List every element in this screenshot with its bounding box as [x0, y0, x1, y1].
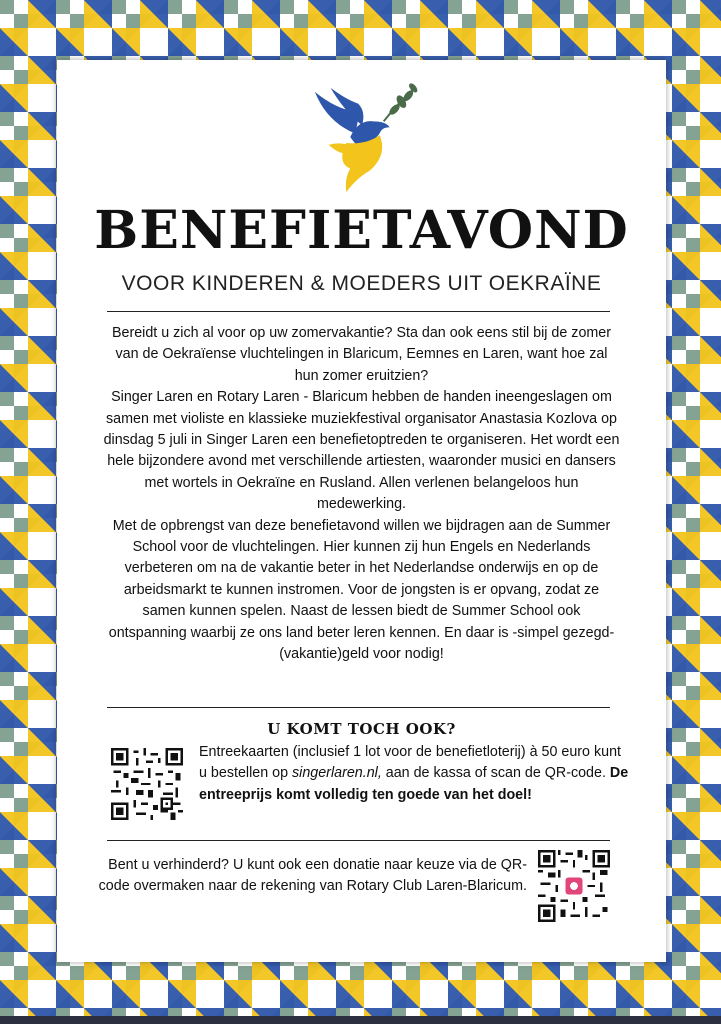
donation-text: Bent u verhinderd? U kunt ook een donatie naar keuze via de QR-code overmaken naar de rekening van Rotary Club Laren-Blaricum. — [98, 857, 527, 895]
body-paragraph-1: Bereidt u zich al voor op uw zomervakantie? Sta dan ook eens stil bij de zomer van de Oekraïense vluchtelingen in Blaricum, Eemnes en Laren, want hoe zal hun zomer eruitzien? — [111, 325, 612, 384]
poster-subtitle: VOOR KINDEREN & MOEDERS UIT OEKRAÏNE — [121, 272, 602, 295]
poster-title: BENEFIETAVOND — [94, 200, 629, 261]
divider-top — [107, 311, 610, 312]
tickets-bold-note: De entreeprijs komt volledig ten goede van het doel! — [199, 765, 629, 803]
tickets-heading: U KOMT TOCH OOK? — [267, 720, 456, 738]
bottom-strip — [0, 1016, 721, 1024]
qr-code-tickets[interactable] — [111, 748, 183, 820]
tickets-text-part-2: aan de kassa of scan de QR-code. — [381, 765, 610, 782]
divider-bottom — [107, 840, 610, 841]
qr-code-donation[interactable] — [538, 850, 610, 922]
poster-card — [57, 60, 666, 962]
body-text — [103, 323, 620, 666]
body-paragraph-3: Met de opbrengst van deze benefietavond willen we bijdragen aan de Summer School voor de vluchtelingen. Hier kunnen zij hun Engels en Nederlands verbeteren om na de vakantie beter in het Nederlandse onderwijs en op de arbeidsmarkt te kunnen instromen. Voor de jongsten is er opvang, zodat ze samen kunnen spelen. Naast de lessen biedt de Summer School ook ontspanning waarbij ze ons land beter leren kennen. En daar is -simpel gezegd- (vakantie)geld voor nodig! — [108, 517, 615, 663]
tickets-text — [199, 742, 629, 806]
tickets-text-part-1: Entreekaarten (inclusief 1 lot voor de benefietloterij) à 50 euro kunt u bestellen op — [199, 744, 622, 782]
divider-middle — [107, 707, 610, 708]
body-paragraph-2: Singer Laren en Rotary Laren - Blaricum hebben de handen ineengeslagen om samen met violiste en klassieke muziekfestival organisator Anastasia Kozlova op dinsdag 5 juli in Singer Laren een benefietoptreden te organiseren. Het wordt een hele bijzondere avond met verschillende artiesten, waaronder musici en dansers met wortels in Oekraïne en Rusland. Allen verlenen belangeloos hun medewerking. — [103, 389, 620, 513]
dove-of-peace-icon — [307, 82, 425, 200]
tickets-link[interactable]: singerlaren.nl, — [292, 765, 382, 782]
